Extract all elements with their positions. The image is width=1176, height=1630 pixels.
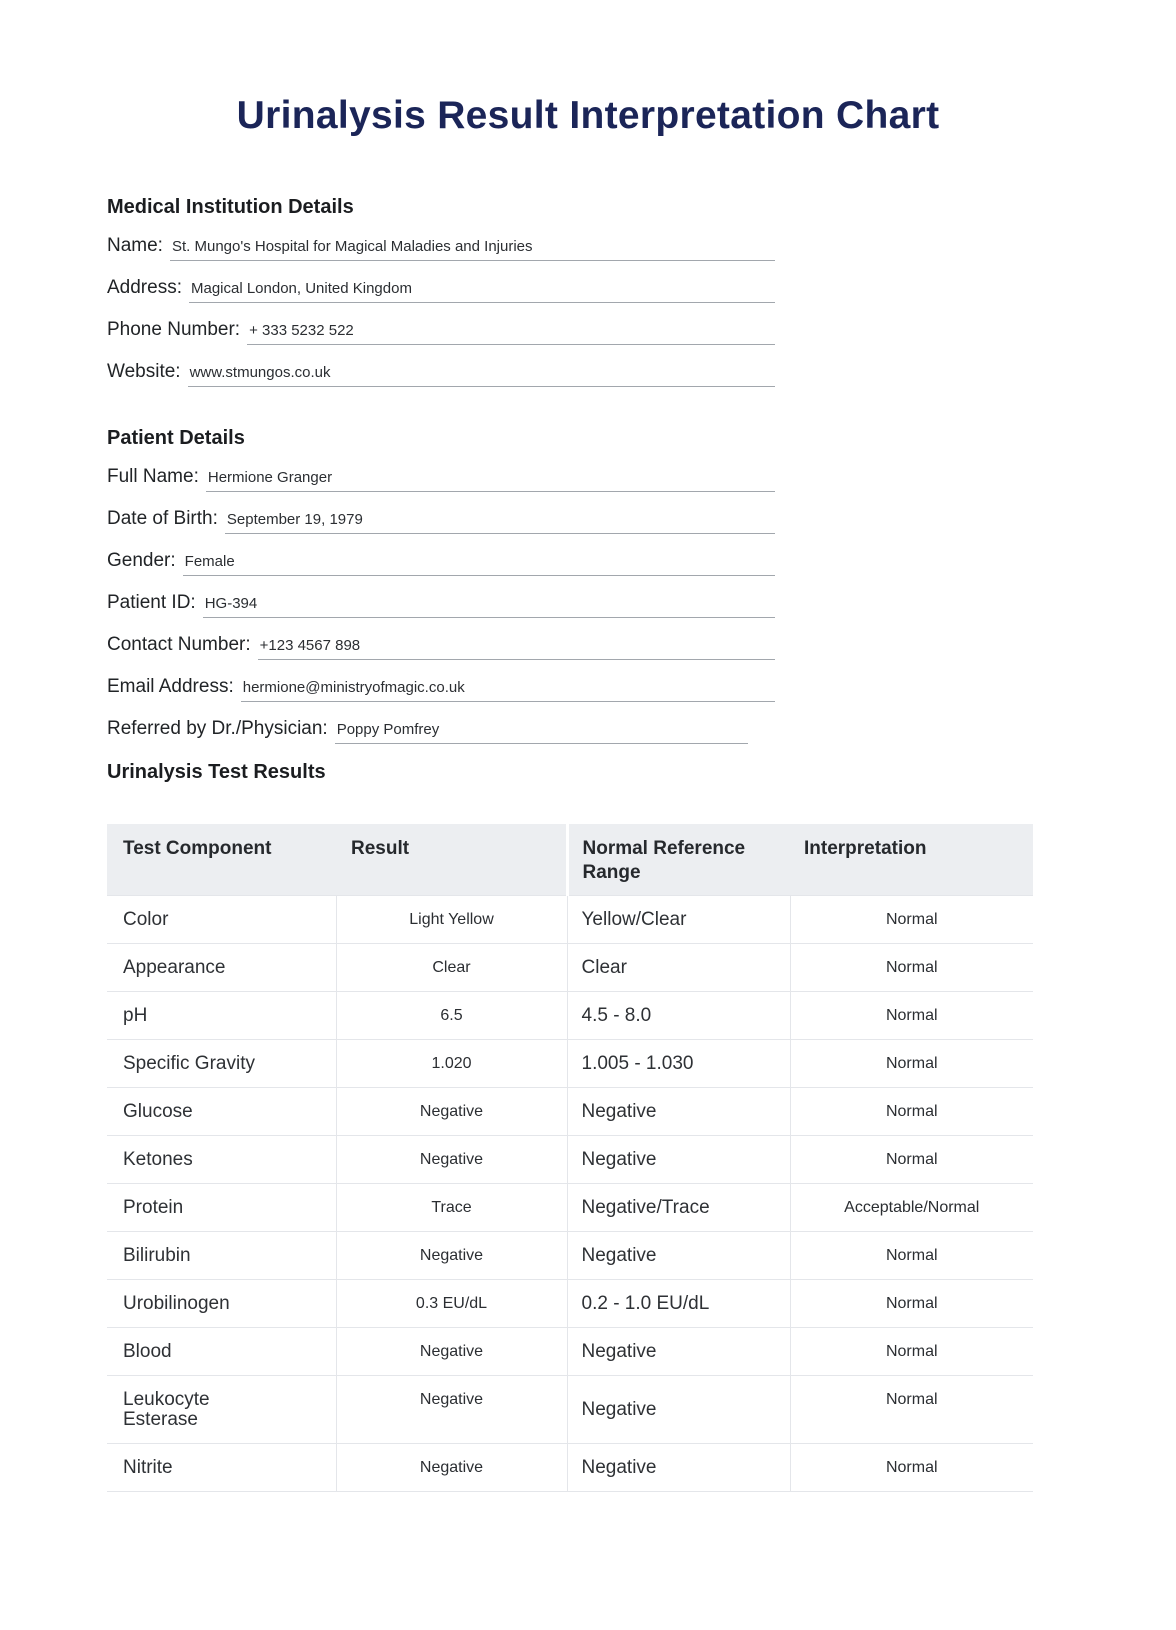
table-row	[107, 1136, 1033, 1184]
table-row	[107, 1280, 1033, 1328]
cell-reference-range: Negative	[567, 1088, 790, 1136]
field-address	[107, 277, 775, 303]
cell-result: Negative	[336, 1136, 567, 1184]
results-table-body	[107, 896, 1033, 1492]
field-value: Female	[184, 553, 235, 570]
field-underline	[188, 364, 775, 387]
cell-result: Negative	[336, 1376, 567, 1444]
table-row	[107, 992, 1033, 1040]
field-value: St. Mungo's Hospital for Magical Maladies and Injuries	[171, 238, 533, 255]
cell-component: Appearance	[107, 944, 336, 992]
table-row	[107, 1040, 1033, 1088]
field-label: Email Address:	[107, 676, 234, 697]
field-value: www.stmungos.co.uk	[189, 364, 331, 381]
cell-interpretation: Normal	[790, 1232, 1033, 1280]
column-header-interpretation: Interpretation	[790, 824, 1033, 896]
cell-reference-range: Negative	[567, 1232, 790, 1280]
field-label: Name:	[107, 235, 163, 256]
field-underline	[206, 469, 775, 492]
cell-reference-range: Negative	[567, 1376, 790, 1444]
field-full-name	[107, 466, 775, 492]
cell-result: Trace	[336, 1184, 567, 1232]
field-label: Gender:	[107, 550, 176, 571]
field-underline	[189, 280, 775, 303]
field-underline	[247, 322, 775, 345]
cell-interpretation: Normal	[790, 944, 1033, 992]
cell-result: 1.020	[336, 1040, 567, 1088]
cell-result: Light Yellow	[336, 896, 567, 944]
cell-interpretation: Normal	[790, 1040, 1033, 1088]
section-heading-results: Urinalysis Test Results	[107, 761, 326, 783]
cell-interpretation: Normal	[790, 1280, 1033, 1328]
field-underline	[183, 553, 775, 576]
field-phone-number	[107, 319, 775, 345]
field-contact-number	[107, 634, 775, 660]
field-website	[107, 361, 775, 387]
field-value: Hermione Granger	[207, 469, 333, 486]
cell-result: Negative	[336, 1444, 567, 1492]
cell-component: pH	[107, 992, 336, 1040]
field-label: Full Name:	[107, 466, 199, 487]
cell-interpretation: Normal	[790, 1376, 1033, 1444]
cell-component: Color	[107, 896, 336, 944]
cell-reference-range: Negative	[567, 1444, 790, 1492]
table-row	[107, 1444, 1033, 1492]
field-referred-by	[107, 718, 748, 744]
cell-interpretation: Acceptable/Normal	[790, 1184, 1033, 1232]
cell-interpretation: Normal	[790, 992, 1033, 1040]
field-underline	[335, 721, 748, 744]
results-table	[107, 824, 1033, 1492]
field-underline	[203, 595, 775, 618]
cell-reference-range: Yellow/Clear	[567, 896, 790, 944]
page-title: Urinalysis Result Interpretation Chart	[236, 94, 940, 137]
results-table-header	[107, 824, 1033, 896]
cell-component: Leukocyte Esterase	[107, 1376, 336, 1444]
field-value: Magical London, United Kingdom	[190, 280, 412, 297]
cell-component: Ketones	[107, 1136, 336, 1184]
cell-result: 0.3 EU/dL	[336, 1280, 567, 1328]
cell-component: Protein	[107, 1184, 336, 1232]
field-value: +123 4567 898	[259, 637, 361, 654]
field-label: Website:	[107, 361, 181, 382]
table-row	[107, 896, 1033, 944]
cell-result: Negative	[336, 1232, 567, 1280]
header-row	[107, 824, 1033, 896]
field-underline	[241, 679, 775, 702]
field-label: Contact Number:	[107, 634, 251, 655]
cell-reference-range: 1.005 - 1.030	[567, 1040, 790, 1088]
field-underline	[170, 238, 775, 261]
cell-component: Glucose	[107, 1088, 336, 1136]
cell-reference-range: Negative	[567, 1328, 790, 1376]
field-value: hermione@ministryofmagic.co.uk	[242, 679, 465, 696]
cell-reference-range: Negative/Trace	[567, 1184, 790, 1232]
field-label: Phone Number:	[107, 319, 241, 340]
table-row	[107, 1328, 1033, 1376]
field-date-of-birth	[107, 508, 775, 534]
cell-component: Specific Gravity	[107, 1040, 336, 1088]
cell-component: Nitrite	[107, 1444, 336, 1492]
field-underline	[258, 637, 775, 660]
cell-result: Clear	[336, 944, 567, 992]
field-label: Referred by Dr./Physician:	[107, 718, 328, 739]
cell-result: Negative	[336, 1088, 567, 1136]
cell-interpretation: Normal	[790, 896, 1033, 944]
field-email-address	[107, 676, 775, 702]
column-header-component: Test Component	[107, 824, 336, 896]
field-value: Poppy Pomfrey	[336, 721, 440, 738]
section-heading-patient: Patient Details	[107, 427, 245, 449]
field-value: HG-394	[204, 595, 258, 612]
field-underline	[225, 511, 775, 534]
table-row	[107, 1376, 1033, 1444]
table-row	[107, 1088, 1033, 1136]
field-value: September 19, 1979	[226, 511, 363, 528]
column-header-reference-range: Normal Reference Range	[567, 824, 790, 896]
cell-interpretation: Normal	[790, 1136, 1033, 1184]
table-row	[107, 1184, 1033, 1232]
cell-component: Bilirubin	[107, 1232, 336, 1280]
document-content	[107, 196, 1033, 1492]
cell-reference-range: Negative	[567, 1136, 790, 1184]
field-patient-id	[107, 592, 775, 618]
cell-reference-range: 0.2 - 1.0 EU/dL	[567, 1280, 790, 1328]
field-label: Date of Birth:	[107, 508, 218, 529]
cell-result: 6.5	[336, 992, 567, 1040]
table-row	[107, 944, 1033, 992]
section-heading-institution: Medical Institution Details	[107, 196, 354, 218]
field-label: Address:	[107, 277, 182, 298]
cell-component: Urobilinogen	[107, 1280, 336, 1328]
cell-interpretation: Normal	[790, 1328, 1033, 1376]
cell-component: Blood	[107, 1328, 336, 1376]
field-label: Patient ID:	[107, 592, 196, 613]
field-name	[107, 235, 775, 261]
cell-reference-range: 4.5 - 8.0	[567, 992, 790, 1040]
cell-reference-range: Clear	[567, 944, 790, 992]
field-value: + 333 5232 522	[249, 322, 354, 339]
cell-interpretation: Normal	[790, 1444, 1033, 1492]
table-row	[107, 1232, 1033, 1280]
column-header-result: Result	[336, 824, 567, 896]
cell-result: Negative	[336, 1328, 567, 1376]
cell-interpretation: Normal	[790, 1088, 1033, 1136]
field-gender	[107, 550, 775, 576]
